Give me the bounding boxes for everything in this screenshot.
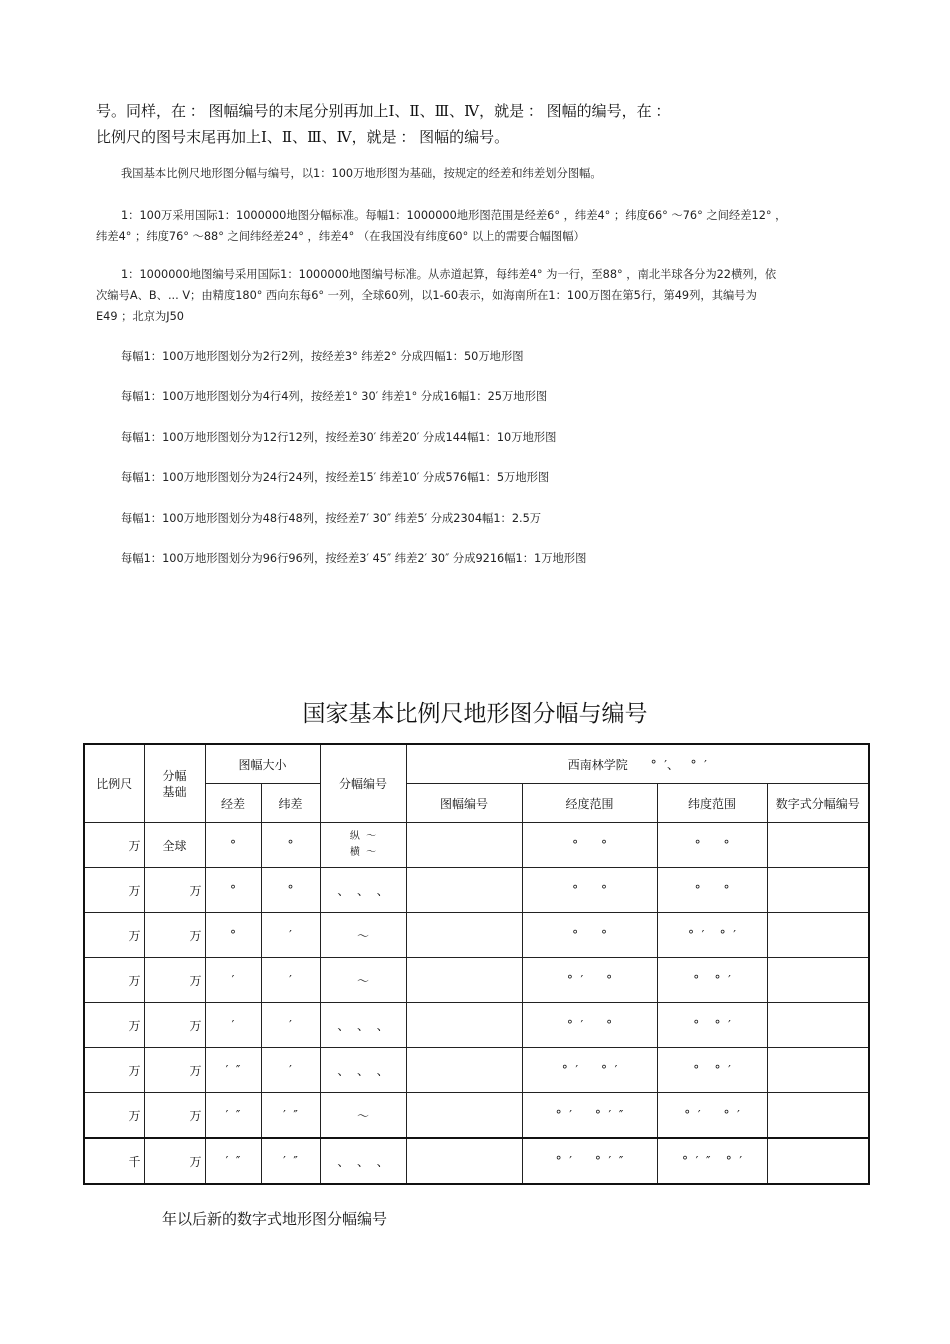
cell-division: 、 、 、 (320, 1138, 406, 1184)
table-row (84, 913, 869, 958)
cell-sheet (406, 823, 522, 868)
cell-lat: ° (261, 868, 320, 913)
paragraph-million-2: 纬差4° ；纬度76° ～88° 之间纬经差24° ，纬差4° （在我国没有纬度60° 以上的需要合幅图幅） (96, 230, 585, 243)
cell-division: 、 、 、 (320, 868, 406, 913)
header-lat-range: 纬度范围 (657, 784, 767, 823)
cell-division: ～ (320, 913, 406, 958)
cell-lon: ° (205, 913, 261, 958)
table-row (84, 868, 869, 913)
cell-lon-range: ° ′ ° ′ (522, 1048, 657, 1093)
paragraph-100k: 每幅1：100万地形图划分为12行12列，按经差30′ 纬差20′ 分成144幅1：10万地形图 (121, 431, 557, 444)
cell-lon: ° (205, 823, 261, 868)
cell-lat: ′ (261, 958, 320, 1003)
header-digital: 数字式分幅编号 (767, 784, 869, 823)
cell-lat: ′ ″ (261, 1138, 320, 1184)
cell-sheet (406, 868, 522, 913)
division-table (83, 743, 870, 1185)
header-size: 图幅大小 (205, 744, 320, 784)
cell-division: ～ (320, 958, 406, 1003)
table-row (84, 1003, 869, 1048)
cell-lon: ′ ″ (205, 1093, 261, 1139)
paragraph-million-1: 1：100万采用国际1：1000000地图分幅标准。每幅1：1000000地形图范围是经差6° ，纬差4° ；纬度66° ～76° 之间经差12° ， (121, 209, 787, 222)
cell-lon-range: ° ′ ° ′ ″ (522, 1093, 657, 1139)
cell-lon: ′ (205, 958, 261, 1003)
paragraph-25k: 每幅1：100万地形图划分为48行48列，按经差7′ 30″ 纬差5′ 分成2304幅1：2.5万 (121, 512, 542, 525)
cell-digital (767, 1003, 869, 1048)
paragraph-numbering-2: 次编号A、B、... V；由精度180° 西向东每6° 一列，全球60列，以1-60表示，如海南所在1：100万图在第5行，第49列，其编号为 (96, 289, 757, 302)
cell-lon-range: ° ′ ° ′ ″ (522, 1138, 657, 1184)
cell-division: 、 、 、 (320, 1048, 406, 1093)
cell-lat-range: ° ° (657, 823, 767, 868)
cell-basis: 万 (144, 868, 205, 913)
cell-lat-range: ° ° ′ (657, 958, 767, 1003)
cell-scale: 万 (84, 868, 144, 913)
cell-sheet (406, 1138, 522, 1184)
table-row (84, 1048, 869, 1093)
cell-lat-range: ° ′ ″ ° ′ (657, 1138, 767, 1184)
cell-lat-range: ° ° ′ (657, 1048, 767, 1093)
cell-lon-range: ° ° (522, 913, 657, 958)
cell-scale: 万 (84, 958, 144, 1003)
table-row (84, 1093, 869, 1139)
paragraph-numbering-1: 1：1000000地图编号采用国际1：1000000地图编号标准。从赤道起算，每纬差4° 为一行，至88° ，南北半球各分为22横列，依 (121, 268, 777, 281)
paragraph-50k: 每幅1：100万地形图划分为24行24列，按经差15′ 纬差10′ 分成576幅1：5万地形图 (121, 471, 550, 484)
cell-scale: 万 (84, 1093, 144, 1139)
cell-lat-range: ° ° ′ (657, 1003, 767, 1048)
cell-basis: 全球 (144, 823, 205, 868)
cell-lon-range: ° ° (522, 868, 657, 913)
paragraph-numbering-3: E49 ；北京为J50 (96, 310, 184, 323)
cell-lat: ° (261, 823, 320, 868)
cell-lat: ′ (261, 913, 320, 958)
cell-lat: ′ (261, 1003, 320, 1048)
cell-lon-range: ° ′ ° (522, 958, 657, 1003)
cell-sheet (406, 958, 522, 1003)
header-school: 西南林学院 ° ′、 ° ′ (406, 744, 869, 784)
cell-lat-range: ° ′ ° ′ (657, 913, 767, 958)
table-title: 国家基本比例尺地形图分幅与编号 (302, 701, 648, 727)
header-scale: 比例尺 (84, 744, 144, 823)
cell-basis: 万 (144, 913, 205, 958)
cell-scale: 千 (84, 1138, 144, 1184)
cell-division: 、 、 、 (320, 1003, 406, 1048)
cell-digital (767, 823, 869, 868)
cell-lat: ′ (261, 1048, 320, 1093)
cell-sheet (406, 913, 522, 958)
cell-scale: 万 (84, 1003, 144, 1048)
cell-scale: 万 (84, 1048, 144, 1093)
header-division: 分幅编号 (320, 744, 406, 823)
cell-lon-range: ° ° (522, 823, 657, 868)
header-lon-diff: 经差 (205, 784, 261, 823)
cell-digital (767, 1048, 869, 1093)
cell-lon: ′ ″ (205, 1048, 261, 1093)
paragraph-250k: 每幅1：100万地形图划分为4行4列，按经差1° 30′ 纬差1° 分成16幅1：25万地形图 (121, 390, 548, 403)
header-sheet-no: 图幅编号 (406, 784, 522, 823)
cell-digital (767, 1093, 869, 1139)
cell-sheet (406, 1093, 522, 1139)
cell-basis: 万 (144, 1003, 205, 1048)
paragraph-overview: 我国基本比例尺地形图分幅与编号，以1：100万地形图为基础，按规定的经差和纬差划分图幅。 (121, 167, 602, 180)
header-basis: 分幅 基础 (144, 744, 205, 823)
cell-digital (767, 913, 869, 958)
cell-digital (767, 868, 869, 913)
cell-scale: 万 (84, 913, 144, 958)
cell-lat: ′ ″ (261, 1093, 320, 1139)
cell-scale: 万 (84, 823, 144, 868)
cell-basis: 万 (144, 1048, 205, 1093)
cell-lon-range: ° ′ ° (522, 1003, 657, 1048)
footer-note: 年以后新的数字式地形图分幅编号 (162, 1212, 388, 1228)
table-row (84, 1138, 869, 1184)
cell-digital (767, 1138, 869, 1184)
cell-basis: 万 (144, 958, 205, 1003)
cell-lon: ′ ″ (205, 1138, 261, 1184)
cell-sheet (406, 1003, 522, 1048)
intro-line-2: 比例尺的图号末尾再加上Ⅰ、Ⅱ、Ⅲ、Ⅳ，就是 ： 图幅的编号。 (96, 130, 510, 146)
cell-digital (767, 958, 869, 1003)
cell-basis: 万 (144, 1138, 205, 1184)
header-lon-range: 经度范围 (522, 784, 657, 823)
header-lat-diff: 纬差 (261, 784, 320, 823)
table-row (84, 958, 869, 1003)
cell-sheet (406, 1048, 522, 1093)
table-row (84, 823, 869, 868)
paragraph-10k: 每幅1：100万地形图划分为96行96列，按经差3′ 45″ 纬差2′ 30″ 分成9216幅1：1万地形图 (121, 552, 587, 565)
cell-lat-range: ° ° (657, 868, 767, 913)
cell-division: ～ (320, 1093, 406, 1139)
paragraph-500k: 每幅1：100万地形图划分为2行2列，按经差3° 纬差2° 分成四幅1：50万地形图 (121, 350, 524, 363)
intro-line-1: 号。同样，在 ： 图幅编号的末尾分别再加上Ⅰ、Ⅱ、Ⅲ、Ⅳ，就是 ： 图幅的编号，在 ： (96, 104, 671, 120)
cell-lat-range: ° ′ ° ′ (657, 1093, 767, 1139)
cell-basis: 万 (144, 1093, 205, 1139)
cell-division: 纵 ～ 横 ～ (320, 823, 406, 868)
cell-lon: ° (205, 868, 261, 913)
cell-lon: ′ (205, 1003, 261, 1048)
